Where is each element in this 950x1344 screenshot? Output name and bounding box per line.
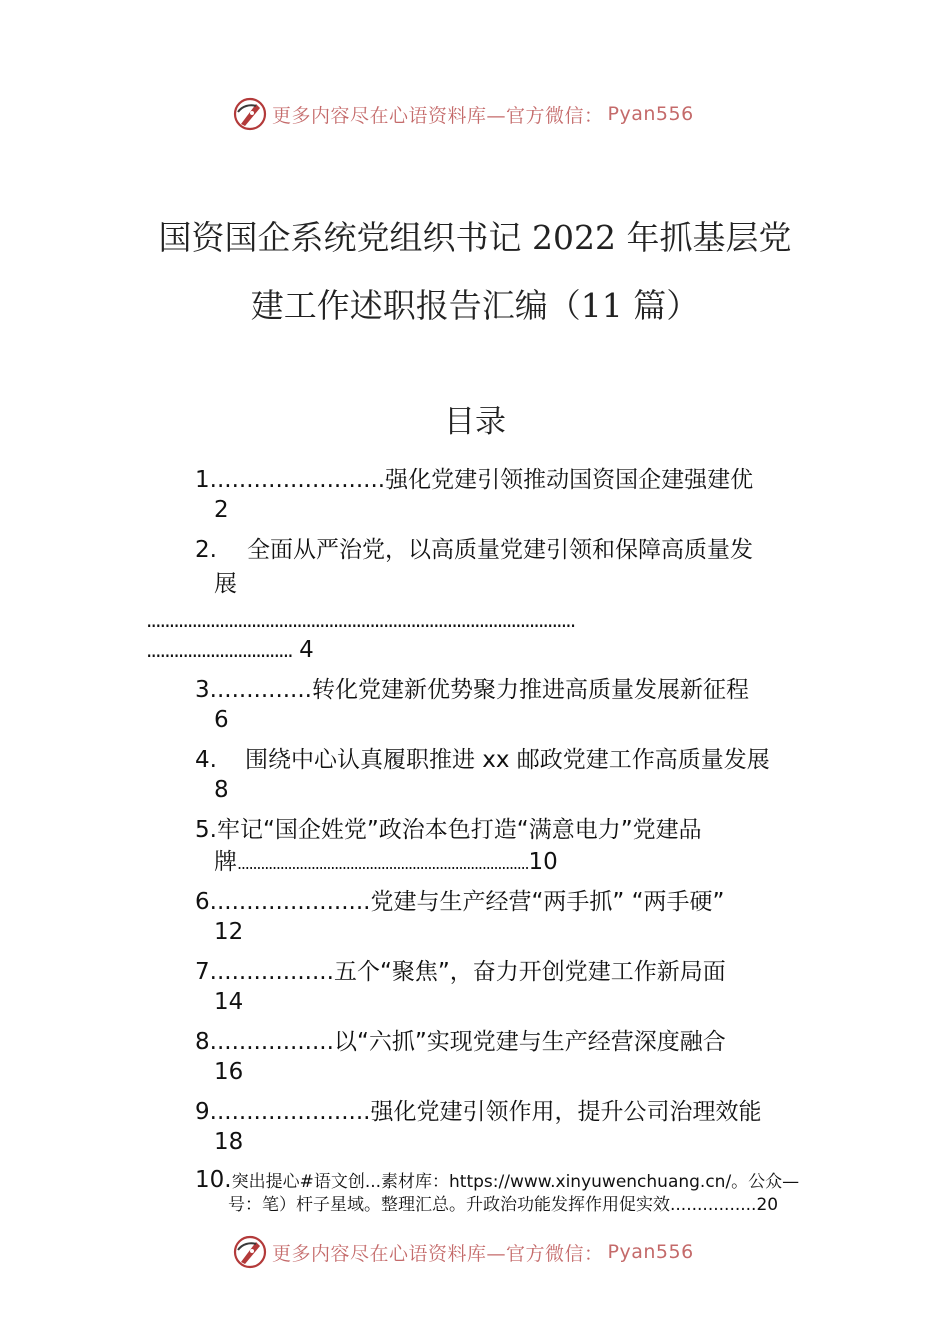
- footer-watermark-banner: [232, 1234, 722, 1270]
- toc-entry-title-continued: 号：笔）杆子星域。整理汇总。升政治功能发挥作用促实效: [228, 1195, 670, 1215]
- toc-entry-page: 14: [214, 989, 244, 1015]
- toc-entry-number: 1: [195, 467, 210, 493]
- toc-leader-dots: .................: [209, 1029, 334, 1055]
- toc-entry-8[interactable]: [195, 1028, 726, 1056]
- banner-text: 更多内容尽在心语资料库—官方微信：: [272, 1242, 604, 1265]
- toc-entry-5-tail: [214, 848, 558, 878]
- toc-entry-page: 2: [214, 497, 229, 523]
- toc-entry-number: 8: [195, 1029, 210, 1055]
- toc-entry-title-continued: 展: [214, 571, 237, 597]
- toc-entry-number: 4.: [195, 747, 217, 773]
- toc-leader-dots: ........................: [209, 467, 386, 493]
- toc-entry-page: 4: [299, 637, 314, 663]
- toc-entry-number: 6: [195, 889, 210, 915]
- toc-entry-number: 10.: [195, 1167, 232, 1193]
- toc-entry-number: 7: [195, 959, 210, 985]
- toc-entry-title: 强化党建引领作用，提升公司治理效能: [370, 1099, 762, 1125]
- document-title-line1: 国资国企系统党组织书记 2022 年抓基层党: [158, 218, 792, 257]
- toc-entry-page: 20: [756, 1195, 779, 1215]
- toc-entry-title: 五个“聚焦”，奋力开创党建工作新局面: [333, 959, 726, 985]
- toc-entry-5[interactable]: [195, 816, 702, 844]
- toc-entry-page: 10: [528, 849, 558, 875]
- banner-wechat-id: Pyan556: [607, 103, 694, 125]
- toc-entry-1[interactable]: [195, 466, 753, 494]
- toc-entry-title: 突出提心#语文创...素材库：https://www.xinyuwenchuang.cn/。公众—: [231, 1172, 800, 1192]
- toc-entry-title: 牢记“国企姓党”政治本色打造“满意电力”党建品: [216, 817, 702, 843]
- toc-leader-dots: ..............................................................................................: [146, 608, 575, 632]
- header-watermark-banner: [232, 96, 722, 132]
- pen-nib-logo-icon: [232, 1234, 268, 1270]
- toc-entry-title: 党建与生产经营“两手抓” “两手硬”: [370, 889, 725, 915]
- toc-entry-3[interactable]: [195, 676, 749, 704]
- toc-entry-page: 12: [214, 919, 244, 945]
- toc-entry-title: 全面从严治党，以高质量党建引领和保障高质量发: [246, 537, 753, 563]
- toc-entry-6[interactable]: [195, 888, 724, 916]
- toc-heading: 目录: [444, 404, 506, 440]
- toc-entry-page: 18: [214, 1129, 244, 1155]
- banner-text: 更多内容尽在心语资料库—官方微信：: [272, 104, 604, 127]
- toc-entry-page: 16: [214, 1059, 244, 1085]
- toc-leader-dots: .................: [209, 959, 334, 985]
- toc-entry-number: 3: [195, 677, 210, 703]
- toc-entry-2[interactable]: [195, 536, 753, 564]
- toc-entry-title: 以“六抓”实现党建与生产经营深度融合: [333, 1029, 726, 1055]
- toc-leader-dots: ......................: [209, 1099, 371, 1125]
- toc-entry-title: 强化党建引领推动国资国企建强建优: [385, 467, 754, 493]
- toc-entry-2-tail: [146, 636, 314, 664]
- toc-entry-number: 2.: [195, 537, 217, 563]
- pen-nib-logo-icon: [232, 96, 268, 132]
- toc-entry-9[interactable]: [195, 1098, 761, 1126]
- toc-leader-dots: ......................: [209, 889, 371, 915]
- toc-entry-10-tail: [228, 1194, 778, 1216]
- toc-entry-number: 5.: [195, 817, 217, 843]
- toc-leader-dots: ................................: [146, 638, 292, 662]
- toc-entry-page: 6: [214, 707, 229, 733]
- toc-entry-page: 8: [214, 777, 229, 803]
- toc-leader-dots: ...........................................................................: [237, 854, 529, 873]
- toc-entry-7[interactable]: [195, 958, 726, 986]
- toc-entry-title-continued: 牌: [214, 849, 237, 875]
- toc-leader-dots: ................: [670, 1195, 757, 1215]
- document-title-line2: 建工作述职报告汇编（11 篇）: [250, 286, 700, 325]
- toc-entry-4[interactable]: [195, 746, 770, 774]
- banner-wechat-id: Pyan556: [607, 1241, 694, 1263]
- toc-leader-dots: ..............: [209, 677, 312, 703]
- toc-entry-title: 转化党建新优势聚力推进高质量发展新征程: [312, 677, 749, 703]
- toc-entry-title: 围绕中心认真履职推进 xx 邮政党建工作高质量发展: [244, 747, 770, 773]
- toc-entry-10[interactable]: [195, 1166, 799, 1194]
- toc-entry-number: 9: [195, 1099, 210, 1125]
